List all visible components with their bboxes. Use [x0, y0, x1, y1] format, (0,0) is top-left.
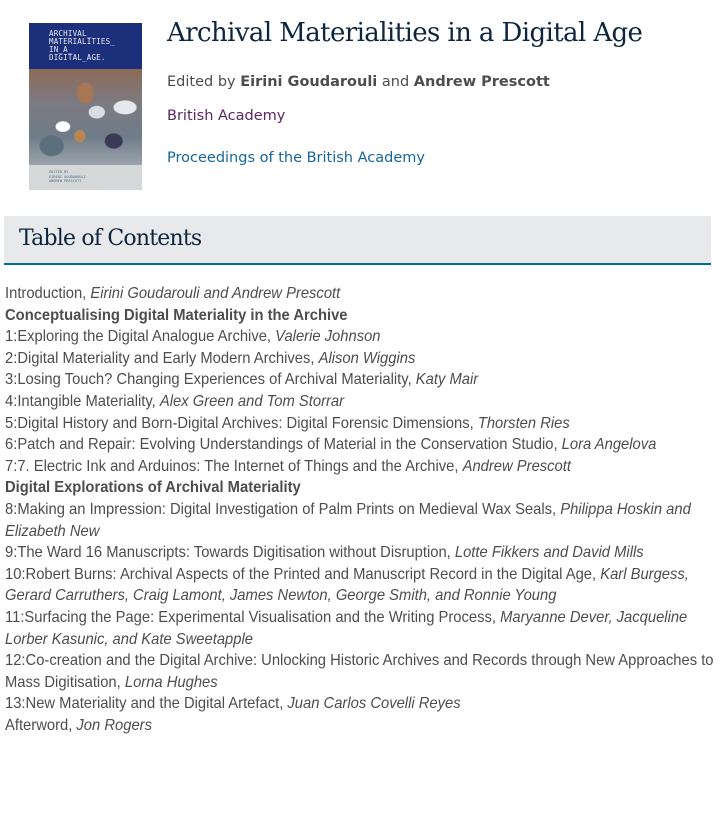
edited-by-line	[167, 74, 550, 90]
toc-chapter-authors: Katy Mair	[415, 371, 479, 389]
toc-list	[5, 283, 714, 736]
publisher-link[interactable]: British Academy	[167, 108, 286, 124]
toc-chapter-authors: Alison Wiggins	[318, 349, 416, 367]
toc-entry	[5, 348, 717, 370]
toc-chapter-link[interactable]: Introduction,	[5, 285, 91, 302]
editor-name: Andrew Prescott	[413, 74, 550, 90]
toc-entry	[5, 715, 717, 737]
cover-editors-text: EDITED BY EIRINI GOUDAROULI ANDREW PRESCOTT	[49, 170, 86, 183]
toc-chapter-authors: Maryanne Dever, Jacqueline Lorber Kasunic, and Kate Sweetapple	[5, 608, 688, 648]
toc-chapter-link[interactable]: 5:Digital History and Born-Digital Archives: Digital Forensic Dimensions,	[5, 414, 478, 432]
toc-chapter-link[interactable]: 11:Surfacing the Page: Experimental Visualisation and the Writing Process,	[5, 608, 501, 626]
toc-chapter-authors: Lora Angelova	[561, 436, 657, 454]
toc-chapter-authors: Lotte Fikkers and David Mills	[454, 544, 644, 562]
toc-entry	[5, 434, 717, 456]
toc-entry	[5, 564, 717, 607]
toc-chapter-authors: Juan Carlos Covelli Reyes	[287, 695, 461, 713]
toc-chapter-link[interactable]: 2:Digital Materiality and Early Modern Archives,	[5, 349, 319, 367]
toc-entry	[5, 326, 717, 348]
cover-photo	[29, 69, 142, 165]
toc-entry	[5, 413, 717, 435]
toc-chapter-authors: Jon Rogers	[76, 716, 152, 734]
toc-entry	[5, 693, 717, 715]
toc-chapter-authors: Philippa Hoskin and Elizabeth New	[5, 500, 691, 540]
toc-chapter-authors: Alex Green and Tom Storrar	[159, 392, 345, 410]
toc-heading: Table of Contents	[19, 226, 202, 251]
toc-entry	[5, 456, 717, 478]
toc-chapter-authors: Valerie Johnson	[275, 328, 381, 346]
toc-chapter-link[interactable]: 8:Making an Impression: Digital Investigation of Palm Prints on Medieval Wax Seals,	[5, 500, 561, 518]
book-title: Archival Materialities in a Digital Age	[167, 18, 643, 48]
toc-entry	[5, 391, 717, 413]
toc-chapter-link[interactable]: 9:The Ward 16 Manuscripts: Towards Digitisation without Disruption,	[5, 544, 455, 562]
toc-chapter-link[interactable]: 6:Patch and Repair: Evolving Understandings of Material in the Conservation Studio,	[5, 436, 562, 454]
toc-entry	[5, 607, 717, 650]
cover-title-band	[29, 23, 142, 69]
toc-chapter-link[interactable]: 3:Losing Touch? Changing Experiences of Archival Materiality,	[5, 371, 416, 389]
edited-by-prefix: Edited by	[167, 74, 241, 90]
toc-chapter-link[interactable]: 1:Exploring the Digital Analogue Archive,	[5, 328, 276, 346]
editor-joiner: and	[377, 74, 414, 90]
toc-chapter-link[interactable]: 7:7. Electric Ink and Arduinos: The Internet of Things and the Archive,	[5, 457, 463, 475]
toc-entry	[5, 369, 717, 391]
toc-chapter-link[interactable]: 13:New Materiality and the Digital Artefact,	[5, 695, 288, 713]
toc-chapter-link[interactable]: 4:Intangible Materiality,	[5, 392, 160, 410]
toc-entry	[5, 650, 717, 693]
toc-chapter-link[interactable]: 12:Co-creation and the Digital Archive: Unlocking Historic Archives and Records through New Approaches to Mass Digitisation,	[5, 652, 714, 691]
book-header	[0, 0, 721, 200]
editor-name: Eirini Goudarouli	[240, 74, 378, 90]
cover-editors-band	[29, 165, 142, 190]
toc-chapter-authors: Karl Burgess, Gerard Carruthers, Craig Lamont, James Newton, George Smith, and Ronnie Young	[5, 565, 689, 605]
toc-entry	[5, 499, 717, 542]
toc-header	[4, 216, 711, 265]
toc-chapter-link[interactable]: 10:Robert Burns: Archival Aspects of the Printed and Manuscript Record in the Digital Age,	[5, 565, 601, 583]
toc-chapter-authors: Lorna Hughes	[124, 673, 218, 691]
toc-entry	[5, 542, 717, 564]
series-link[interactable]: Proceedings of the British Academy	[167, 150, 425, 166]
toc-chapter-authors: Eirini Goudarouli and Andrew Prescott	[90, 285, 341, 302]
toc-chapter-link[interactable]: Afterword,	[5, 716, 77, 734]
book-cover-image[interactable]	[29, 23, 142, 190]
cover-title-text: ARCHIVAL_ MATERIALITIES_ IN_A_ DIGITAL_AGE.	[49, 29, 116, 62]
toc-section-heading: Digital Explorations of Archival Materiality	[5, 479, 301, 497]
toc-chapter-authors: Thorsten Ries	[477, 414, 570, 432]
toc-chapter-authors: Andrew Prescott	[462, 457, 571, 475]
toc-section-heading: Conceptualising Digital Materiality in the Archive	[5, 306, 348, 324]
toc-entry	[5, 283, 717, 305]
